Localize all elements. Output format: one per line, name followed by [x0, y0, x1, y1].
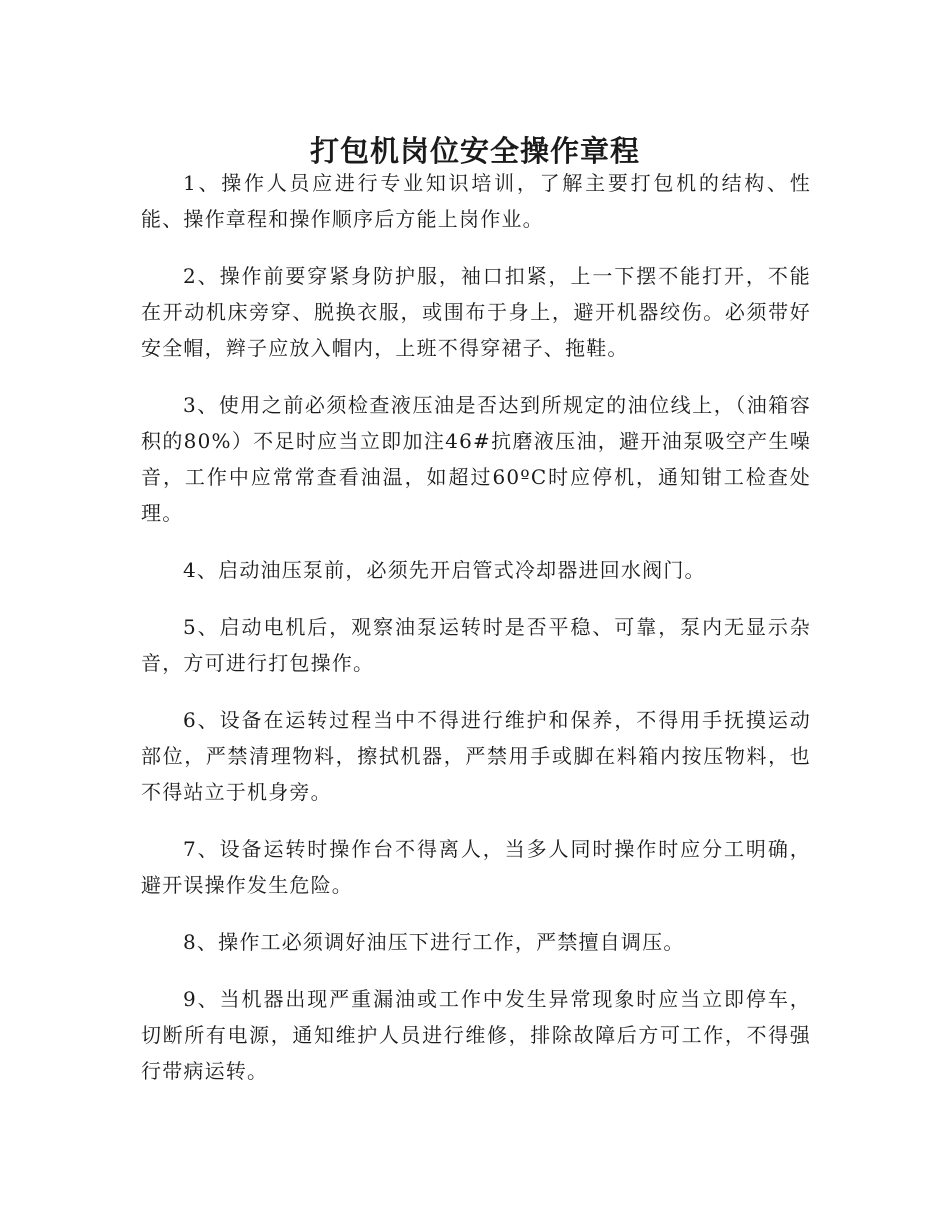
rule-paragraph-1: 1、操作人员应进行专业知识培训，了解主要打包机的结构、性能、操作章程和操作顺序后方能上岗作业。 [141, 171, 811, 231]
rule-paragraph-9: 9、当机器出现严重漏油或工作中发生异常现象时应当立即停车，切断所有电源，通知维护人员进行维修，排除故障后方可工作，不得强行带病运转。 [141, 987, 811, 1083]
rule-paragraph-7: 7、设备运转时操作台不得离人，当多人同时操作时应分工明确，避开误操作发生危险。 [141, 837, 811, 897]
document-body [141, 165, 811, 1110]
rule-paragraph-5: 5、启动电机后，观察油泵运转时是否平稳、可靠，泵内无显示杂音，方可进行打包操作。 [141, 615, 811, 675]
rule-paragraph-6: 6、设备在运转过程当中不得进行维护和保养，不得用手抚摸运动部位，严禁清理物料，擦拭机器，严禁用手或脚在料箱内按压物料，也不得站立于机身旁。 [141, 708, 811, 804]
rule-paragraph-3: 3、使用之前必须检查液压油是否达到所规定的油位线上，（油箱容积的80%）不足时应当立即加注46#抗磨液压油，避开油泵吸空产生噪音，工作中应常常查看油温，如超过60ºC时应停机，通知钳工检查处理。 [141, 393, 811, 525]
rule-paragraph-4: 4、启动油压泵前，必须先开启管式冷却器进回水阀门。 [183, 558, 706, 582]
rule-paragraph-8: 8、操作工必须调好油压下进行工作，严禁擅自调压。 [183, 930, 685, 954]
rule-paragraph-2: 2、操作前要穿紧身防护服，袖口扣紧，上一下摆不能打开，不能在开动机床旁穿、脱换衣服，或围布于身上，避开机器绞伤。必须带好安全帽，辫子应放入帽内，上班不得穿裙子、拖鞋。 [141, 264, 811, 360]
document-title: 打包机岗位安全操作章程 [309, 134, 640, 169]
